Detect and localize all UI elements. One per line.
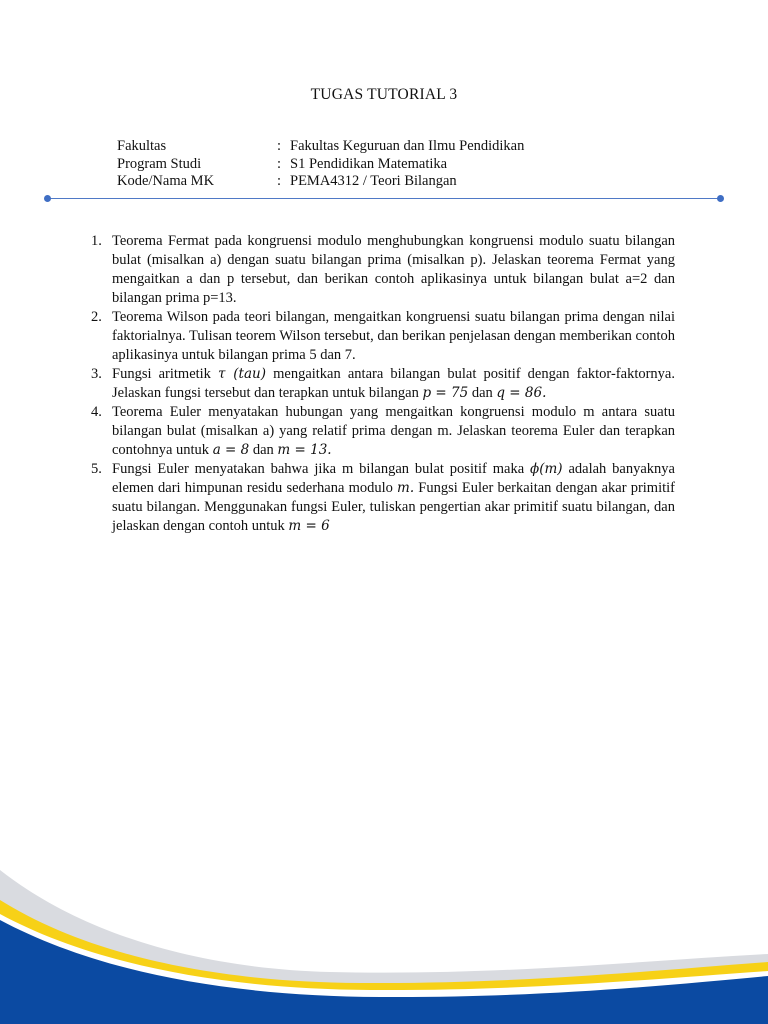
question-text	[112, 365, 675, 403]
question-text: Teorema Wilson pada teori bilangan, mengaitkan kongruensi suatu bilangan prima dengan nilai faktorialnya. Tulisan teorem Wilson tersebut, dan berikan penjelasan dengan memberikan contoh aplikasinya untuk bilangan prima 5 dan 7.	[112, 309, 675, 363]
page-title: TUGAS TUTORIAL 3	[310, 86, 458, 103]
question-number: 5.	[91, 461, 102, 477]
math-expression: τ (tau)	[218, 366, 266, 382]
header-divider	[44, 193, 724, 205]
divider-dot-left	[44, 195, 51, 202]
info-row-faculty	[117, 138, 524, 156]
question-item	[88, 403, 675, 460]
question-list	[88, 232, 675, 536]
text-run: Fungsi Euler berkaitan dengan akar primitif suatu bilangan. Menggunakan fungsi Euler, tuliskan pengertian akar primitif suatu bilangan, dan jelaskan dengan contoh untuk	[112, 480, 675, 534]
math-expression: p = 75	[422, 385, 469, 401]
question-number: 2.	[91, 309, 102, 325]
text-run: adalah banyaknya elemen dari himpunan residu sederhana modulo	[112, 461, 675, 496]
question-item	[88, 365, 675, 403]
math-expression: m = 6	[288, 518, 330, 534]
math-expression: ϕ(m)	[530, 461, 563, 477]
course-info	[117, 138, 524, 191]
info-label: Kode/Nama MK	[117, 173, 215, 189]
question-number: 4.	[91, 404, 102, 420]
text-run: Fungsi aritmetik	[112, 366, 219, 382]
info-separator: :	[277, 155, 282, 172]
question-text: Teorema Fermat pada kongruensi modulo menghubungkan kongruensi modulo suatu bilangan bulat (misalkan a) dengan suatu bilangan prima (misalkan p). Jelaskan teorema Fermat yang mengaitkan a dan p tersebut, dan berikan contoh aplikasinya untuk bilangan bulat a=2 dan bilangan prima p=13.	[112, 233, 675, 306]
math-expression: m = 13.	[277, 442, 332, 458]
text-run: mengaitkan antara bilangan bulat positif dengan faktor-faktornya. Jelaskan fungsi tersebut dan terapkan untuk bilangan	[112, 366, 675, 401]
divider-line	[48, 198, 720, 199]
question-text	[112, 460, 675, 536]
footer-wave-decoration	[0, 850, 768, 1024]
info-label: Fakultas	[117, 138, 167, 154]
question-item	[88, 460, 675, 536]
info-value: Fakultas Keguruan dan Ilmu Pendidikan	[290, 138, 525, 154]
text-run: dan	[468, 385, 497, 401]
info-value: S1 Pendidikan Matematika	[290, 155, 448, 172]
info-separator: :	[277, 173, 282, 189]
question-number: 1.	[91, 233, 102, 249]
text-run: Teorema Euler menyatakan hubungan yang mengaitkan kongruensi modulo m antara suatu bilangan bulat (misalkan a) yang relatif prima dengan m. Jelaskan teorema Euler dan terapkan contohnya untuk	[112, 404, 675, 458]
question-text	[112, 403, 675, 460]
info-row-program	[117, 156, 524, 174]
question-number: 3.	[91, 366, 102, 382]
question-item	[88, 232, 675, 308]
info-value: PEMA4312 / Teori Bilangan	[290, 173, 457, 189]
info-label: Program Studi	[117, 155, 202, 172]
math-expression: q = 86.	[496, 385, 547, 401]
math-expression: m.	[397, 480, 415, 496]
text-run: dan	[249, 442, 278, 458]
question-item	[88, 308, 675, 365]
text-run: Fungsi Euler menyatakan bahwa jika m bilangan bulat positif maka	[112, 461, 531, 477]
math-expression: a = 8	[212, 442, 250, 458]
info-separator: :	[277, 138, 282, 154]
divider-dot-right	[717, 195, 724, 202]
info-row-course	[117, 173, 524, 191]
